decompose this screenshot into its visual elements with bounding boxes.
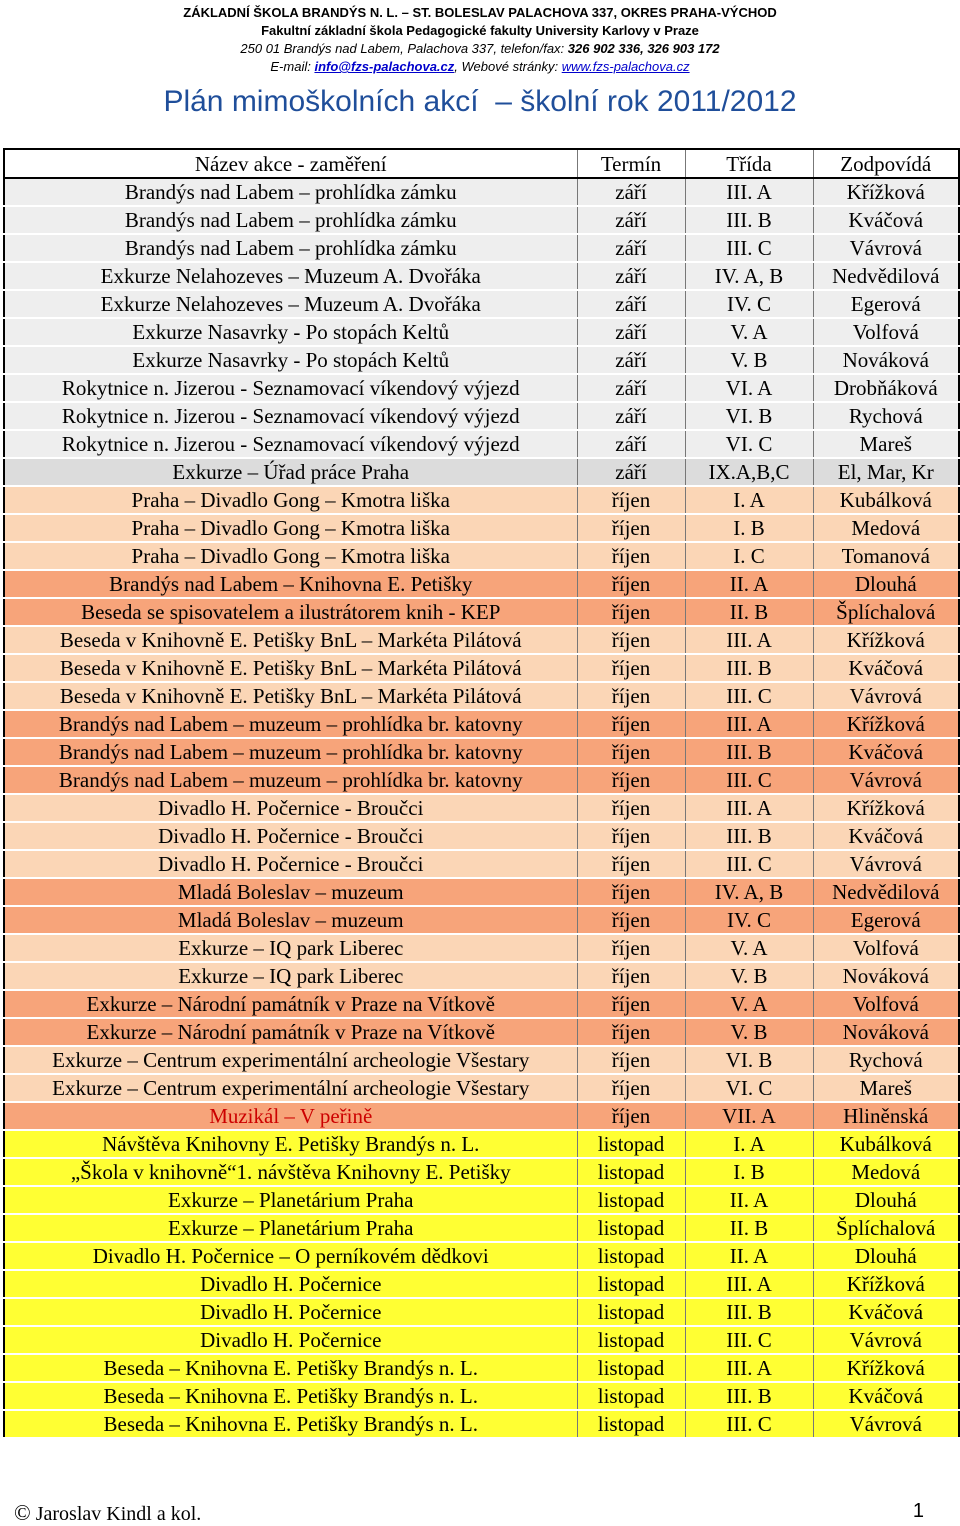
cell-term: říjen bbox=[577, 682, 685, 710]
table-row bbox=[4, 1354, 959, 1382]
table-row bbox=[4, 822, 959, 850]
cell-event-name: Exkurze Nelahozeves – Muzeum A. Dvořáka bbox=[4, 262, 577, 290]
cell-term: září bbox=[577, 430, 685, 458]
cell-responsible: Egerová bbox=[813, 906, 959, 934]
cell-class: III. A bbox=[685, 178, 813, 206]
cell-responsible: Volfová bbox=[813, 318, 959, 346]
cell-term: listopad bbox=[577, 1130, 685, 1158]
cell-term: říjen bbox=[577, 514, 685, 542]
cell-event-name: Exkurze – Planetárium Praha bbox=[4, 1214, 577, 1242]
contact-line bbox=[0, 58, 960, 76]
cell-responsible: Kváčová bbox=[813, 654, 959, 682]
table-header-row bbox=[4, 149, 959, 178]
cell-responsible: Vávrová bbox=[813, 766, 959, 794]
cell-class: III. C bbox=[685, 766, 813, 794]
table-row bbox=[4, 290, 959, 318]
cell-responsible: Nedvědilová bbox=[813, 262, 959, 290]
cell-responsible: Křížková bbox=[813, 1270, 959, 1298]
cell-event-name: Mladá Boleslav – muzeum bbox=[4, 906, 577, 934]
cell-responsible: Egerová bbox=[813, 290, 959, 318]
cell-class: III. B bbox=[685, 822, 813, 850]
cell-term: září bbox=[577, 234, 685, 262]
cell-responsible: Vávrová bbox=[813, 850, 959, 878]
cell-responsible: Křížková bbox=[813, 178, 959, 206]
cell-class: V. A bbox=[685, 990, 813, 1018]
table-row bbox=[4, 878, 959, 906]
cell-event-name: Exkurze – IQ park Liberec bbox=[4, 934, 577, 962]
cell-class: II. B bbox=[685, 1214, 813, 1242]
cell-event-name: Beseda v Knihovně E. Petišky BnL – Markéta Pilátová bbox=[4, 626, 577, 654]
cell-responsible: Kváčová bbox=[813, 1382, 959, 1410]
cell-class: V. A bbox=[685, 318, 813, 346]
cell-event-name: Brandýs nad Labem – muzeum – prohlídka br. katovny bbox=[4, 710, 577, 738]
cell-event-name: Brandýs nad Labem – prohlídka zámku bbox=[4, 178, 577, 206]
cell-responsible: Nedvědilová bbox=[813, 878, 959, 906]
cell-responsible: Rychová bbox=[813, 1046, 959, 1074]
cell-term: září bbox=[577, 402, 685, 430]
cell-term: září bbox=[577, 346, 685, 374]
cell-event-name: Rokytnice n. Jizerou - Seznamovací víkendový výjezd bbox=[4, 374, 577, 402]
school-affiliation: Fakultní základní škola Pedagogické fakulty University Karlovy v Praze bbox=[261, 23, 699, 38]
cell-event-name: Exkurze – Centrum experimentální archeologie Všestary bbox=[4, 1074, 577, 1102]
cell-term: říjen bbox=[577, 1046, 685, 1074]
cell-class: III. B bbox=[685, 206, 813, 234]
table-row bbox=[4, 206, 959, 234]
email-label: E-mail: bbox=[270, 59, 315, 74]
header-class: Třída bbox=[685, 149, 813, 178]
cell-term: září bbox=[577, 318, 685, 346]
cell-event-name: Beseda – Knihovna E. Petišky Brandýs n. L. bbox=[4, 1382, 577, 1410]
header-term: Termín bbox=[577, 149, 685, 178]
cell-term: říjen bbox=[577, 1018, 685, 1046]
cell-event-name: Praha – Divadlo Gong – Kmotra liška bbox=[4, 514, 577, 542]
cell-event-name: Divadlo H. Počernice bbox=[4, 1326, 577, 1354]
cell-event-name: Divadlo H. Počernice - Broučci bbox=[4, 794, 577, 822]
events-table-container bbox=[3, 148, 958, 1439]
cell-class: III. C bbox=[685, 682, 813, 710]
cell-term: listopad bbox=[577, 1270, 685, 1298]
footer-author bbox=[14, 1500, 201, 1526]
cell-event-name: Mladá Boleslav – muzeum bbox=[4, 878, 577, 906]
cell-event-name: Beseda se spisovatelem a ilustrátorem knih - KEP bbox=[4, 598, 577, 626]
cell-class: II. A bbox=[685, 570, 813, 598]
cell-class: III. A bbox=[685, 710, 813, 738]
cell-event-name: Brandýs nad Labem – Knihovna E. Petišky bbox=[4, 570, 577, 598]
cell-responsible: Volfová bbox=[813, 934, 959, 962]
cell-event-name: Beseda – Knihovna E. Petišky Brandýs n. L. bbox=[4, 1354, 577, 1382]
table-body bbox=[4, 178, 959, 1438]
cell-term: říjen bbox=[577, 766, 685, 794]
cell-term: říjen bbox=[577, 878, 685, 906]
table-row bbox=[4, 1242, 959, 1270]
cell-term: říjen bbox=[577, 738, 685, 766]
cell-term: září bbox=[577, 206, 685, 234]
cell-class: II. A bbox=[685, 1186, 813, 1214]
table-row bbox=[4, 654, 959, 682]
author-name: Jaroslav Kindl a kol. bbox=[30, 1503, 202, 1525]
cell-class: III. B bbox=[685, 1298, 813, 1326]
table-row bbox=[4, 486, 959, 514]
cell-term: říjen bbox=[577, 934, 685, 962]
cell-responsible: Kubálková bbox=[813, 486, 959, 514]
cell-class: II. B bbox=[685, 598, 813, 626]
table-row bbox=[4, 766, 959, 794]
cell-responsible: Kváčová bbox=[813, 738, 959, 766]
cell-term: říjen bbox=[577, 962, 685, 990]
cell-event-name: Muzikál – V peřině bbox=[4, 1102, 577, 1130]
cell-class: IV. C bbox=[685, 906, 813, 934]
cell-term: listopad bbox=[577, 1186, 685, 1214]
cell-class: III. A bbox=[685, 1354, 813, 1382]
cell-responsible: Drobňáková bbox=[813, 374, 959, 402]
cell-term: říjen bbox=[577, 486, 685, 514]
cell-responsible: Rychová bbox=[813, 402, 959, 430]
address-text: 250 01 Brandýs nad Labem, Palachova 337, telefon/fax: bbox=[240, 41, 568, 56]
cell-class: IV. A, B bbox=[685, 262, 813, 290]
cell-term: říjen bbox=[577, 850, 685, 878]
cell-class: III. A bbox=[685, 626, 813, 654]
cell-event-name: Exkurze – IQ park Liberec bbox=[4, 962, 577, 990]
cell-responsible: Šplíchalová bbox=[813, 1214, 959, 1242]
cell-event-name: Brandýs nad Labem – muzeum – prohlídka br. katovny bbox=[4, 766, 577, 794]
table-row bbox=[4, 1410, 959, 1438]
cell-event-name: Návštěva Knihovny E. Petišky Brandýs n. L. bbox=[4, 1130, 577, 1158]
table-row bbox=[4, 514, 959, 542]
cell-responsible: Vávrová bbox=[813, 1326, 959, 1354]
table-row bbox=[4, 542, 959, 570]
table-row bbox=[4, 1102, 959, 1130]
table-row bbox=[4, 710, 959, 738]
cell-event-name: Divadlo H. Počernice bbox=[4, 1270, 577, 1298]
table-row bbox=[4, 850, 959, 878]
table-row bbox=[4, 1018, 959, 1046]
cell-event-name: Beseda – Knihovna E. Petišky Brandýs n. L. bbox=[4, 1410, 577, 1438]
cell-class: III. B bbox=[685, 738, 813, 766]
cell-term: říjen bbox=[577, 710, 685, 738]
cell-class: VII. A bbox=[685, 1102, 813, 1130]
cell-term: říjen bbox=[577, 570, 685, 598]
school-address bbox=[0, 40, 960, 58]
cell-term: září bbox=[577, 374, 685, 402]
cell-event-name: Exkurze – Národní památník v Praze na Vítkově bbox=[4, 1018, 577, 1046]
cell-class: III. C bbox=[685, 1410, 813, 1438]
table-row bbox=[4, 1270, 959, 1298]
cell-class: III. A bbox=[685, 1270, 813, 1298]
cell-term: září bbox=[577, 458, 685, 486]
cell-term: listopad bbox=[577, 1158, 685, 1186]
cell-responsible: Vávrová bbox=[813, 234, 959, 262]
cell-responsible: Volfová bbox=[813, 990, 959, 1018]
cell-responsible: Nováková bbox=[813, 346, 959, 374]
cell-event-name: Divadlo H. Počernice – O perníkovém dědkovi bbox=[4, 1242, 577, 1270]
cell-term: listopad bbox=[577, 1410, 685, 1438]
cell-event-name: Beseda v Knihovně E. Petišky BnL – Markéta Pilátová bbox=[4, 682, 577, 710]
cell-term: listopad bbox=[577, 1354, 685, 1382]
cell-event-name: Divadlo H. Počernice - Broučci bbox=[4, 850, 577, 878]
cell-term: listopad bbox=[577, 1382, 685, 1410]
cell-event-name: Exkurze Nasavrky - Po stopách Keltů bbox=[4, 346, 577, 374]
table-row bbox=[4, 374, 959, 402]
cell-responsible: Medová bbox=[813, 1158, 959, 1186]
table-row bbox=[4, 962, 959, 990]
cell-term: říjen bbox=[577, 598, 685, 626]
school-name: ZÁKLADNÍ ŠKOLA BRANDÝS N. L. – ST. BOLESLAV PALACHOVA 337, OKRES PRAHA-VÝCHOD bbox=[183, 5, 777, 20]
cell-term: říjen bbox=[577, 542, 685, 570]
cell-event-name: Exkurze Nasavrky - Po stopách Keltů bbox=[4, 318, 577, 346]
cell-class: III. A bbox=[685, 794, 813, 822]
cell-class: V. B bbox=[685, 1018, 813, 1046]
table-row bbox=[4, 178, 959, 206]
cell-term: říjen bbox=[577, 626, 685, 654]
cell-class: II. A bbox=[685, 1242, 813, 1270]
table-row bbox=[4, 1158, 959, 1186]
cell-event-name: Praha – Divadlo Gong – Kmotra liška bbox=[4, 486, 577, 514]
table-row bbox=[4, 1382, 959, 1410]
table-row bbox=[4, 1046, 959, 1074]
table-row bbox=[4, 570, 959, 598]
cell-class: VI. B bbox=[685, 402, 813, 430]
cell-event-name: Brandýs nad Labem – muzeum – prohlídka br. katovny bbox=[4, 738, 577, 766]
email-link[interactable]: info@fzs-palachova.cz bbox=[314, 59, 455, 74]
cell-responsible: Medová bbox=[813, 514, 959, 542]
table-row bbox=[4, 234, 959, 262]
cell-term: listopad bbox=[577, 1326, 685, 1354]
cell-term: září bbox=[577, 290, 685, 318]
page-title: Plán mimoškolních akcí – školní rok 2011/2012 bbox=[163, 85, 797, 118]
website-link[interactable]: www.fzs-palachova.cz bbox=[561, 59, 690, 74]
table-row bbox=[4, 1214, 959, 1242]
cell-responsible: Křížková bbox=[813, 710, 959, 738]
cell-class: VI. C bbox=[685, 430, 813, 458]
cell-responsible: Dlouhá bbox=[813, 1242, 959, 1270]
cell-event-name: Divadlo H. Počernice bbox=[4, 1298, 577, 1326]
cell-responsible: Dlouhá bbox=[813, 570, 959, 598]
cell-term: listopad bbox=[577, 1298, 685, 1326]
cell-class: VI. A bbox=[685, 374, 813, 402]
cell-class: V. B bbox=[685, 962, 813, 990]
cell-term: září bbox=[577, 178, 685, 206]
cell-responsible: El, Mar, Kr bbox=[813, 458, 959, 486]
cell-event-name: Exkurze – Centrum experimentální archeologie Všestary bbox=[4, 1046, 577, 1074]
cell-class: III. C bbox=[685, 1326, 813, 1354]
table-row bbox=[4, 1186, 959, 1214]
cell-responsible: Kváčová bbox=[813, 206, 959, 234]
table-row bbox=[4, 430, 959, 458]
cell-event-name: Praha – Divadlo Gong – Kmotra liška bbox=[4, 542, 577, 570]
cell-term: říjen bbox=[577, 990, 685, 1018]
table-row bbox=[4, 934, 959, 962]
cell-responsible: Křížková bbox=[813, 794, 959, 822]
web-label: , Webové stránky: bbox=[454, 59, 562, 74]
cell-event-name: Rokytnice n. Jizerou - Seznamovací víkendový výjezd bbox=[4, 402, 577, 430]
cell-term: listopad bbox=[577, 1242, 685, 1270]
cell-responsible: Křížková bbox=[813, 1354, 959, 1382]
cell-event-name: Exkurze – Úřad práce Praha bbox=[4, 458, 577, 486]
cell-responsible: Kváčová bbox=[813, 822, 959, 850]
header-event-name: Název akce - zaměření bbox=[4, 149, 577, 178]
cell-class: III. B bbox=[685, 654, 813, 682]
table-row bbox=[4, 458, 959, 486]
table-row bbox=[4, 682, 959, 710]
phone-numbers: 326 902 336, 326 903 172 bbox=[567, 41, 720, 56]
cell-class: I. A bbox=[685, 1130, 813, 1158]
cell-term: říjen bbox=[577, 654, 685, 682]
page-number: 1 bbox=[912, 1500, 924, 1522]
cell-event-name: Rokytnice n. Jizerou - Seznamovací víkendový výjezd bbox=[4, 430, 577, 458]
cell-class: VI. B bbox=[685, 1046, 813, 1074]
cell-class: III. B bbox=[685, 1382, 813, 1410]
cell-responsible: Křížková bbox=[813, 626, 959, 654]
letterhead bbox=[0, 4, 960, 76]
cell-event-name: Exkurze – Národní památník v Praze na Vítkově bbox=[4, 990, 577, 1018]
cell-term: říjen bbox=[577, 794, 685, 822]
table-row bbox=[4, 1298, 959, 1326]
cell-responsible: Hliněnská bbox=[813, 1102, 959, 1130]
table-row bbox=[4, 1326, 959, 1354]
cell-responsible: Vávrová bbox=[813, 1410, 959, 1438]
cell-event-name: Brandýs nad Labem – prohlídka zámku bbox=[4, 206, 577, 234]
table-row bbox=[4, 1130, 959, 1158]
events-table bbox=[3, 148, 960, 1439]
cell-class: III. C bbox=[685, 850, 813, 878]
cell-class: IV. C bbox=[685, 290, 813, 318]
cell-event-name: Exkurze Nelahozeves – Muzeum A. Dvořáka bbox=[4, 290, 577, 318]
cell-term: říjen bbox=[577, 1102, 685, 1130]
cell-term: září bbox=[577, 262, 685, 290]
cell-responsible: Tomanová bbox=[813, 542, 959, 570]
table-row bbox=[4, 1074, 959, 1102]
cell-event-name: Exkurze – Planetárium Praha bbox=[4, 1186, 577, 1214]
table-row bbox=[4, 318, 959, 346]
cell-responsible: Kubálková bbox=[813, 1130, 959, 1158]
cell-responsible: Nováková bbox=[813, 1018, 959, 1046]
cell-class: VI. C bbox=[685, 1074, 813, 1102]
cell-class: III. C bbox=[685, 234, 813, 262]
copyright-icon: © bbox=[14, 1500, 31, 1525]
cell-responsible: Vávrová bbox=[813, 682, 959, 710]
cell-event-name: Divadlo H. Počernice - Broučci bbox=[4, 822, 577, 850]
cell-term: říjen bbox=[577, 1074, 685, 1102]
cell-responsible: Šplíchalová bbox=[813, 598, 959, 626]
cell-class: V. B bbox=[685, 346, 813, 374]
table-row bbox=[4, 346, 959, 374]
table-row bbox=[4, 598, 959, 626]
table-row bbox=[4, 262, 959, 290]
cell-class: I. C bbox=[685, 542, 813, 570]
cell-event-name: „Škola v knihovně“1. návštěva Knihovny E. Petišky bbox=[4, 1158, 577, 1186]
cell-responsible: Nováková bbox=[813, 962, 959, 990]
table-row bbox=[4, 990, 959, 1018]
cell-class: V. A bbox=[685, 934, 813, 962]
table-row bbox=[4, 626, 959, 654]
table-row bbox=[4, 738, 959, 766]
cell-class: I. B bbox=[685, 1158, 813, 1186]
header-responsible: Zodpovídá bbox=[813, 149, 959, 178]
table-row bbox=[4, 906, 959, 934]
cell-responsible: Dlouhá bbox=[813, 1186, 959, 1214]
table-row bbox=[4, 402, 959, 430]
cell-responsible: Kváčová bbox=[813, 1298, 959, 1326]
cell-term: říjen bbox=[577, 906, 685, 934]
cell-class: IX.A,B,C bbox=[685, 458, 813, 486]
cell-term: říjen bbox=[577, 822, 685, 850]
cell-class: I. A bbox=[685, 486, 813, 514]
table-row bbox=[4, 794, 959, 822]
cell-class: I. B bbox=[685, 514, 813, 542]
cell-term: listopad bbox=[577, 1214, 685, 1242]
cell-event-name: Beseda v Knihovně E. Petišky BnL – Markéta Pilátová bbox=[4, 654, 577, 682]
cell-responsible: Mareš bbox=[813, 430, 959, 458]
cell-event-name: Brandýs nad Labem – prohlídka zámku bbox=[4, 234, 577, 262]
cell-class: IV. A, B bbox=[685, 878, 813, 906]
cell-responsible: Mareš bbox=[813, 1074, 959, 1102]
